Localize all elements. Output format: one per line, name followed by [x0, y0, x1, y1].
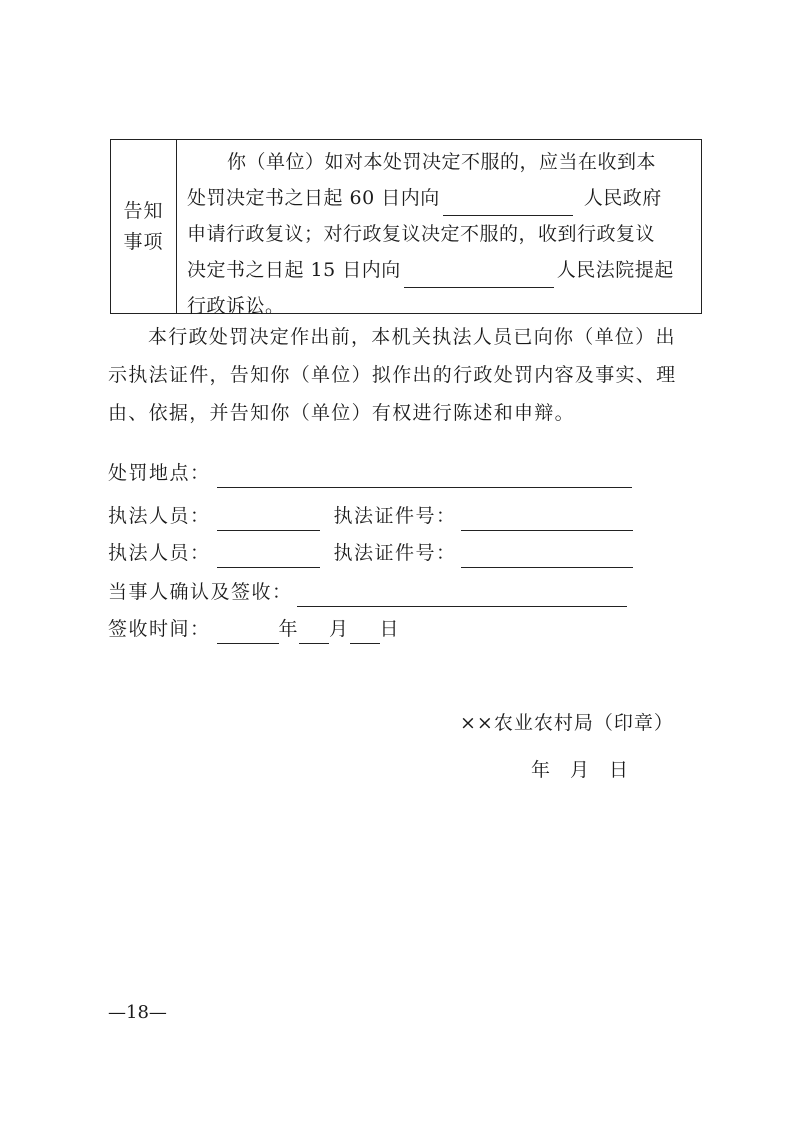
- location-label: 处罚地点：: [108, 462, 211, 484]
- receipt-month-label: 月: [329, 618, 350, 640]
- receipt-time-field: [108, 614, 400, 644]
- party-signature-line[interactable]: [297, 582, 627, 607]
- officer2-label: 执法人员：: [108, 542, 211, 564]
- notice-label: [111, 140, 177, 313]
- notice-line5: 行政诉讼。: [187, 295, 285, 317]
- notice-body: [177, 140, 701, 317]
- cert2-input-line[interactable]: [461, 543, 633, 568]
- statement-line2: 示执法证件，告知你（单位）拟作出的行政处罚内容及事实、理: [108, 364, 677, 386]
- receipt-day-line[interactable]: [350, 619, 380, 644]
- seal-month: 月: [570, 759, 590, 781]
- receipt-month-line[interactable]: [299, 619, 329, 644]
- party-confirm-field: [108, 577, 627, 607]
- government-blank[interactable]: [443, 189, 573, 216]
- officer1-input-line[interactable]: [217, 506, 320, 531]
- notice-line2: 处罚决定书之日起 60 日内向 人民政府: [187, 180, 693, 216]
- party-confirm-label: 当事人确认及签收：: [108, 581, 293, 603]
- seal-day: 日: [609, 759, 629, 781]
- notice-label-line2: 事项: [123, 230, 164, 253]
- officer1-label: 执法人员：: [108, 505, 211, 527]
- notice-line1: 你（单位）如对本处罚决定不服的，应当在收到本: [227, 151, 657, 173]
- notice-line3: 申请行政复议；对行政复议决定不服的，收到行政复议: [187, 223, 656, 245]
- cert2-label: 执法证件号：: [333, 542, 457, 564]
- notice-line4: 决定书之日起 15 日内向 人民法院提起: [187, 252, 693, 288]
- statement-line3: 由、依据，并告知你（单位）有权进行陈述和申辩。: [108, 402, 575, 424]
- location-field: [108, 458, 632, 488]
- receipt-year-line[interactable]: [217, 619, 279, 644]
- court-blank[interactable]: [404, 261, 554, 288]
- seal-year: 年: [531, 759, 551, 781]
- officer2-field: [108, 538, 633, 568]
- notice-table: [110, 139, 702, 317]
- statement-paragraph: [108, 318, 708, 432]
- agency-seal: ××农业农村局（印章）: [460, 712, 674, 734]
- cert1-label: 执法证件号：: [333, 505, 457, 527]
- officer2-input-line[interactable]: [217, 543, 320, 568]
- receipt-year-label: 年: [278, 618, 300, 640]
- location-input-line[interactable]: [217, 463, 632, 488]
- cert1-input-line[interactable]: [461, 506, 633, 531]
- receipt-day-label: 日: [379, 618, 401, 640]
- officer1-field: [108, 501, 633, 531]
- notice-label-line1: 告知: [123, 199, 164, 222]
- receipt-time-label: 签收时间：: [108, 618, 211, 640]
- page-number: —18—: [108, 1002, 167, 1023]
- statement-line1: 本行政处罚决定作出前，本机关执法人员已向你（单位）出: [148, 326, 676, 348]
- seal-date: [531, 755, 648, 782]
